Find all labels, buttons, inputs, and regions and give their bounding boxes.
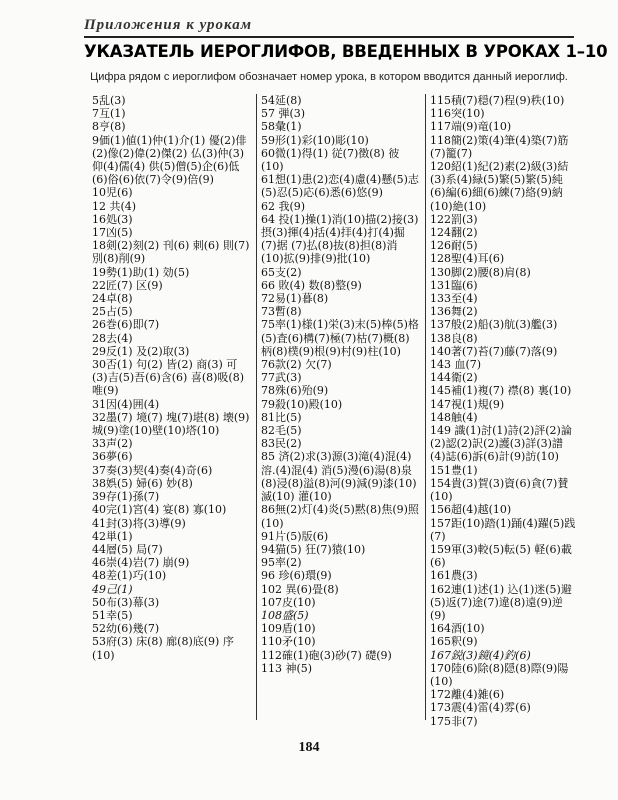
index-entry: 95率(2) [261,556,302,570]
index-entry: 130脚(2)腰(8)肩(8) [430,265,531,279]
index-entry: 108盛(5) [261,608,309,622]
index-entry: 38娯(5) 婦(6) 妙(8) [92,476,193,490]
index-entry: 36夢(6) [92,450,133,464]
index-entry: 16処(3) [92,212,133,226]
running-head [84,16,574,38]
page-number: 184 [298,740,320,755]
index-entry: 12 共(4) [92,199,137,213]
index-entry: 120紹(1)紀(2)素(2)級(3)結(3)系(4)緑(5)繁(5)繁(5)純(6)編(6)細(6)練(7)絡(9)納(10)絶(10) [430,160,569,213]
index-entry: 143 血(7) [430,358,482,372]
index-entry: 116突(10) [430,107,485,121]
index-entry: 109盾(10) [261,622,316,636]
index-entry: 117端(9)竜(10) [430,120,512,134]
index-entry: 76款(2) 欠(7) [261,358,332,372]
index-entry: 157距(10)踏(1)踊(4)躍(5)践(7) [430,516,576,543]
index-entry: 126耐(5) [430,239,478,253]
index-entry: 159軍(3)較(5)転(5) 軽(6)載(6) [430,542,572,570]
index-entry: 60微(1)得(1) 従(7)徴(8) 彼(10) [261,146,400,174]
index-entry: 57 弾(3) [261,107,306,121]
index-entry: 112確(1)砲(3)砂(7) 礎(9) [261,648,392,662]
index-entry: 10児(6) [92,186,133,200]
index-entry: 147視(1)規(9) [430,397,505,411]
index-entry: 170陸(6)除(8)隠(8)際(9)陽(10) [430,661,569,688]
index-entry: 59形(1)彩(10)彫(10) [261,133,369,147]
index-entry: 5乱(3) [92,94,126,107]
index-entry: 7互(1) [92,107,126,121]
index-entry: 115積(7)穏(7)程(9)秩(10) [430,94,565,107]
index-entry: 94猫(5) 狂(7)猿(10) [261,542,366,556]
index-entry: 40完(1)宮(4) 宴(8) 寡(10) [92,503,227,517]
index-entry: 44層(5) 局(7) [92,542,163,556]
index-entry: 164酒(10) [430,622,485,636]
index-entry: 78殊(6)殆(9) [261,384,329,398]
index-entry: 149 識(1)討(1)詩(2)評(2)論(2)認(2)訳(2)護(3)詳(3)譜(4)誌(6)訴(6)計(9)訪(10) [430,424,572,464]
index-entry: 75率(1)様(1)栄(3)末(5)棒(5)格(5)査(6)構(7)極(7)枯(7)概(8)柄(8)樸(9)根(9)村(9)柱(10) [261,318,419,358]
index-entry: 110矛(10) [261,635,316,649]
index-entry: 64 投(1)操(1)消(10)描(2)接(3)摂(3)揮(4)括(4)拝(4)打(4)掘(7)据 (7)払(8)抜(8)担(8)消(10)拡(9)排(9)批(10) [261,212,419,266]
index-entry: 29反(1) 及(2)取(3) [92,344,190,358]
index-entry: 51幸(5) [92,608,133,622]
index-column-1 [92,94,250,720]
index-entry: 175非(7) [430,714,478,728]
index-columns [92,94,576,728]
index-entry: 8亨(8) [92,120,126,134]
column-divider [425,94,426,720]
index-entry: 79殺(10)殿(10) [261,397,343,411]
index-entry: 49己(1) [92,582,133,596]
index-entry: 172離(4)雑(6) [430,688,505,702]
index-entry: 138良(8) [430,331,478,345]
index-entry: 54延(8) [261,94,302,107]
index-entry: 53府(3) 床(8) 廊(8)底(9) 序(10) [92,635,234,662]
index-entry: 19勢(1)助(1) 効(5) [92,265,190,279]
index-entry: 102 異(6)畳(8) [261,582,339,596]
index-entry: 137般(2)船(3)航(3)艦(3) [430,318,558,332]
column-divider [256,94,257,720]
index-entry: 144衛(2) [430,371,478,385]
index-entry: 37奏(3)契(4)奏(4)奇(6) [92,463,213,477]
index-entry: 61想(1)患(2)恋(4)慮(4)懸(5)志(5)忍(5)応(6)悉(6)悠(9) [261,173,419,200]
index-entry: 145補(1)複(7) 襟(8) 裏(10) [430,384,572,398]
index-entry: 17凶(5) [92,226,133,240]
index-entry: 173震(4)雷(4)雰(6) [430,701,531,715]
index-entry: 66 敗(4) 数(8)整(9) [261,278,362,292]
index-entry: 73暫(8) [261,305,302,319]
index-entry: 133至(4) [430,292,478,306]
page-title: УКАЗАТЕЛЬ ИЕРОГЛИФОВ, ВВЕДЕННЫХ В УРОКАХ 1–10 [84,42,608,61]
index-entry: 148触(4) [430,410,478,424]
index-entry: 82毛(5) [261,424,302,438]
index-entry: 46崇(4)岩(7) 崩(9) [92,556,190,570]
index-entry: 96 珍(6)環(9) [261,569,332,583]
index-entry: 86無(2)灯(4)炎(5)黙(8)焦(9)照(10) [261,503,419,530]
index-entry: 65支(2) [261,265,302,279]
index-entry: 39存(1)孫(7) [92,490,160,504]
index-entry: 140著(7)苔(7)藤(7)落(9) [430,344,558,358]
index-entry: 72易(1)暮(8) [261,292,329,306]
index-entry: 83民(2) [261,437,302,451]
index-entry: 81比(5) [261,410,302,424]
index-entry: 58彙(1) [261,120,302,134]
index-entry: 50布(3)幕(3) [92,595,160,609]
index-entry: 77武(3) [261,371,302,385]
index-entry: 26巻(6)即(7) [92,318,160,332]
index-entry: 41封(3)将(3)導(9) [92,516,186,530]
index-entry: 32墨(7) 境(7) 塊(7)堪(8) 壊(9)城(9)塗(10)壁(10)塔(10) [92,410,250,438]
index-entry: 156超(4)越(10) [430,503,512,517]
page-subtitle: Цифра рядом с иероглифом обозначает номер урока, в котором вводится данный иероглиф. [90,71,568,83]
index-entry: 18剣(2)刻(2) 刊(6) 刺(6) 則(7)別(8)削(9) [92,239,250,266]
index-entry: 113 神(5) [261,661,313,675]
index-entry: 42単(1) [92,529,133,543]
index-entry: 122罰(3) [430,212,478,226]
index-entry: 9価(1)値(1)仲(1)介(1) 優(2)俳(2)像(2)偉(2)傑(2) 仏(3)仲(3)仰(4)儒(4) 供(5)僧(5)企(6)低(6)俗(6)依(7)令(9)倍(9) [92,133,247,187]
index-entry: 28去(4) [92,331,133,345]
index-entry: 33声(2) [92,437,133,451]
index-entry: 22匠(7) 区(9) [92,278,163,292]
index-entry: 136舞(2) [430,305,478,319]
index-entry: 118簡(2)策(4)筆(4)築(7)筋(7)籠(7) [430,133,569,160]
index-entry: 62 我(9) [261,199,306,213]
index-entry: 48差(1)巧(10) [92,569,167,583]
index-entry: 52幼(6)幾(7) [92,622,160,636]
index-entry: 154貴(3)賀(3)資(6)貪(7)賛(10) [430,476,569,504]
index-entry: 91片(5)版(6) [261,529,329,543]
index-entry: 151豊(1) [430,463,478,477]
index-column-2 [261,94,419,720]
index-entry: 124翻(2) [430,226,478,240]
index-entry: 165釈(9) [430,635,478,649]
index-entry: 107皮(10) [261,595,316,609]
index-entry: 30否(1) 句(2) 皆(2) 商(3) 可(3)吉(5)吾(6)含(6) 喜(8)吸(8)唯(9) [92,358,244,398]
index-entry: 162連(1)述(1) 込(1)迷(5)避(5)返(7)途(7)違(8)遠(9)逆(9) [430,582,572,622]
index-entry: 85 済(2)求(3)源(3)滝(4)混(4)溶.(4)混(4) 消(5)漫(6)湯(8)泉(8)浸(8)溢(8)河(9)減(9)漆(10) 滅(10) 灌(10) [261,450,417,504]
index-entry: 25占(5) [92,305,133,319]
index-entry: 31因(4)囲(4) [92,397,160,411]
index-entry: 24卓(8) [92,292,133,306]
index-column-3 [430,94,576,728]
running-head-text: Приложения к урокам [84,17,253,33]
index-entry: 128聖(4)耳(6) [430,252,505,266]
index-entry: 131臨(6) [430,278,478,292]
index-entry: 167鋭(3)鏡(4)釣(6) [430,648,531,662]
index-entry: 161農(3) [430,569,478,583]
